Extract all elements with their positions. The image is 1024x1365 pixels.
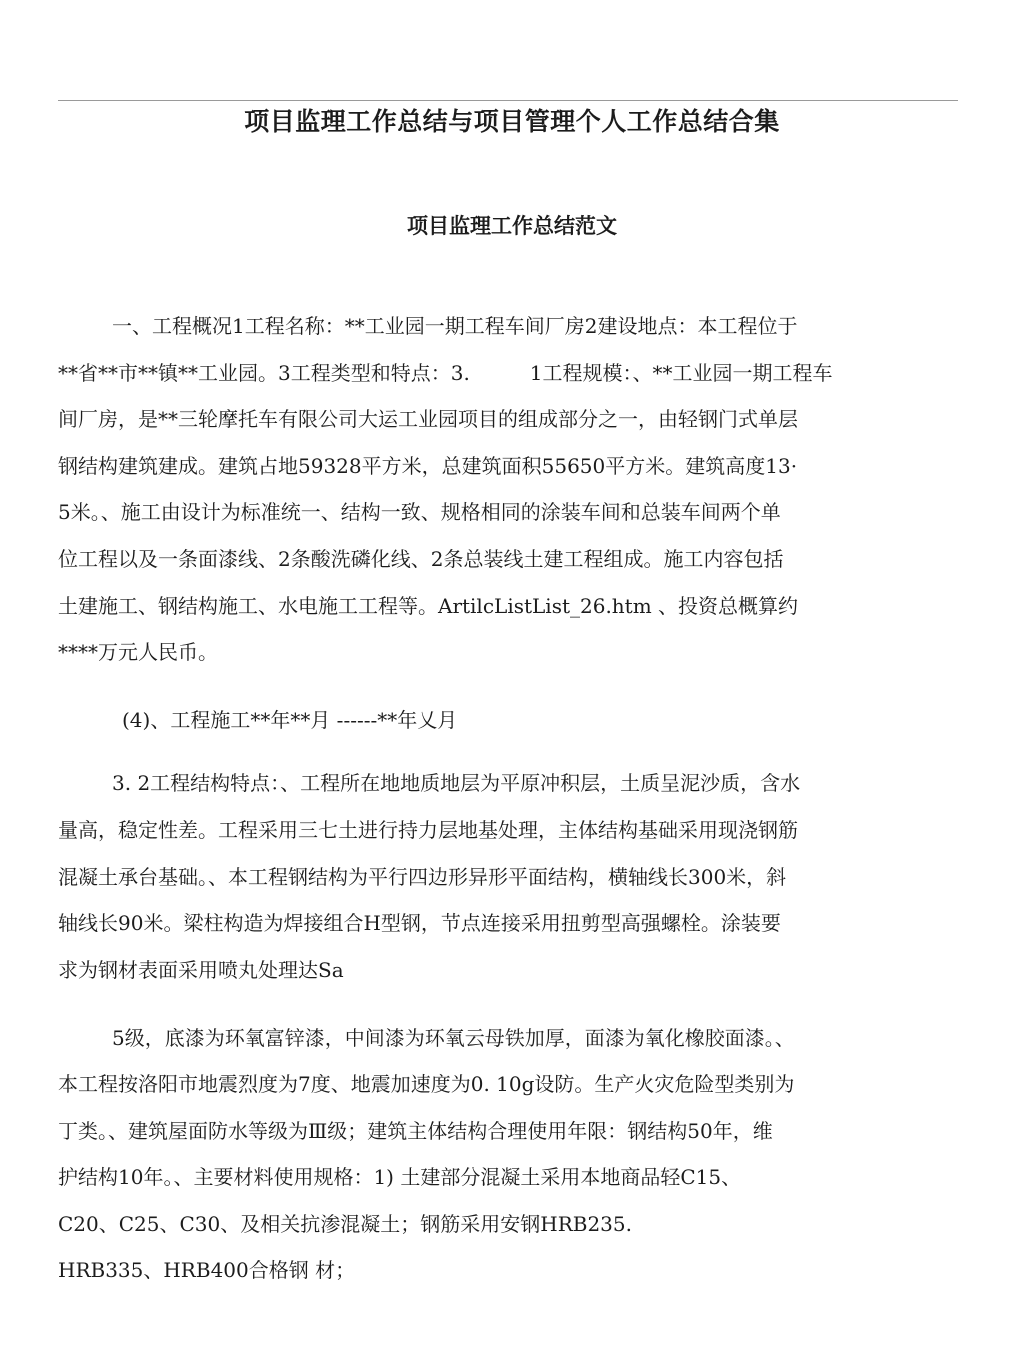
text-line: **省**市**镇**工业园。3工程类型和特点：3. 1工程规模：、**工业园一期工程车 bbox=[58, 361, 833, 385]
document-title: 项目监理工作总结与项目管理个人工作总结合集 bbox=[244, 107, 780, 136]
text-line: 混凝土承台基础。、本工程钢结构为平行四边形异形平面结构，横轴线长300米，斜 bbox=[58, 865, 787, 889]
text-line: 钢结构建筑建成。建筑占地59328平方米，总建筑面积55650平方米。建筑高度13· bbox=[58, 454, 798, 478]
text-line: 位工程以及一条面漆线、2条酸洗磷化线、2条总装线土建工程组成。施工内容包括 bbox=[58, 547, 784, 571]
text-line: 5米。、施工由设计为标准统一、结构一致、规格相同的涂装车间和总装车间两个单 bbox=[58, 500, 781, 524]
text-line: ****万元人民币。 bbox=[58, 640, 218, 664]
text-line: HRB335、HRB400合格钢 材； bbox=[58, 1258, 356, 1282]
text-line: 本工程按洛阳市地震烈度为7度、地震加速度为0. 10g设防。生产火灾危险型类别为 bbox=[58, 1072, 795, 1096]
text-line: 5级，底漆为环氧富锌漆，中间漆为环氧云母铁加厚，面漆为氧化橡胶面漆。、 bbox=[112, 1026, 795, 1050]
text-line: 间厂房，是**三轮摩托车有限公司大运工业园项目的组成部分之一，由轻钢门式单层 bbox=[58, 407, 798, 431]
text-line: 量高，稳定性差。工程采用三七土进行持力层地基处理，主体结构基础采用现浇钢筋 bbox=[58, 818, 798, 842]
text-line: C20、C25、C30、及相关抗渗混凝土；钢筋采用安钢HRB235. bbox=[58, 1212, 632, 1236]
section-title: 项目监理工作总结范文 bbox=[407, 214, 617, 238]
text-line: 土建施工、钢结构施工、水电施工工程等。ArtilcListList_26.htm 、投资总概算约 bbox=[58, 594, 799, 618]
text-line: (4)、工程施工**年**月 ------**年乂月 bbox=[122, 708, 458, 732]
text-line: 护结构10年。、主要材料使用规格：1) 土建部分混凝土采用本地商品轻C15、 bbox=[58, 1165, 742, 1189]
text-line: 一、工程概况1工程名称：**工业园一期工程车间厂房2建设地点：本工程位于 bbox=[112, 314, 798, 338]
text-line: 求为钢材表面采用喷丸处理达Sa bbox=[58, 958, 344, 982]
text-line: 轴线长90米。梁柱构造为焊接组合H型钢，节点连接采用扭剪型高强螺栓。涂装要 bbox=[58, 911, 781, 935]
text-line: 3. 2工程结构特点：、工程所在地地质地层为平原冲积层，土质呈泥沙质，含水 bbox=[112, 771, 801, 795]
header-rule bbox=[58, 100, 958, 101]
text-line: 丁类。、建筑屋面防水等级为Ⅲ级；建筑主体结构合理使用年限：钢结构50年，维 bbox=[58, 1119, 773, 1143]
